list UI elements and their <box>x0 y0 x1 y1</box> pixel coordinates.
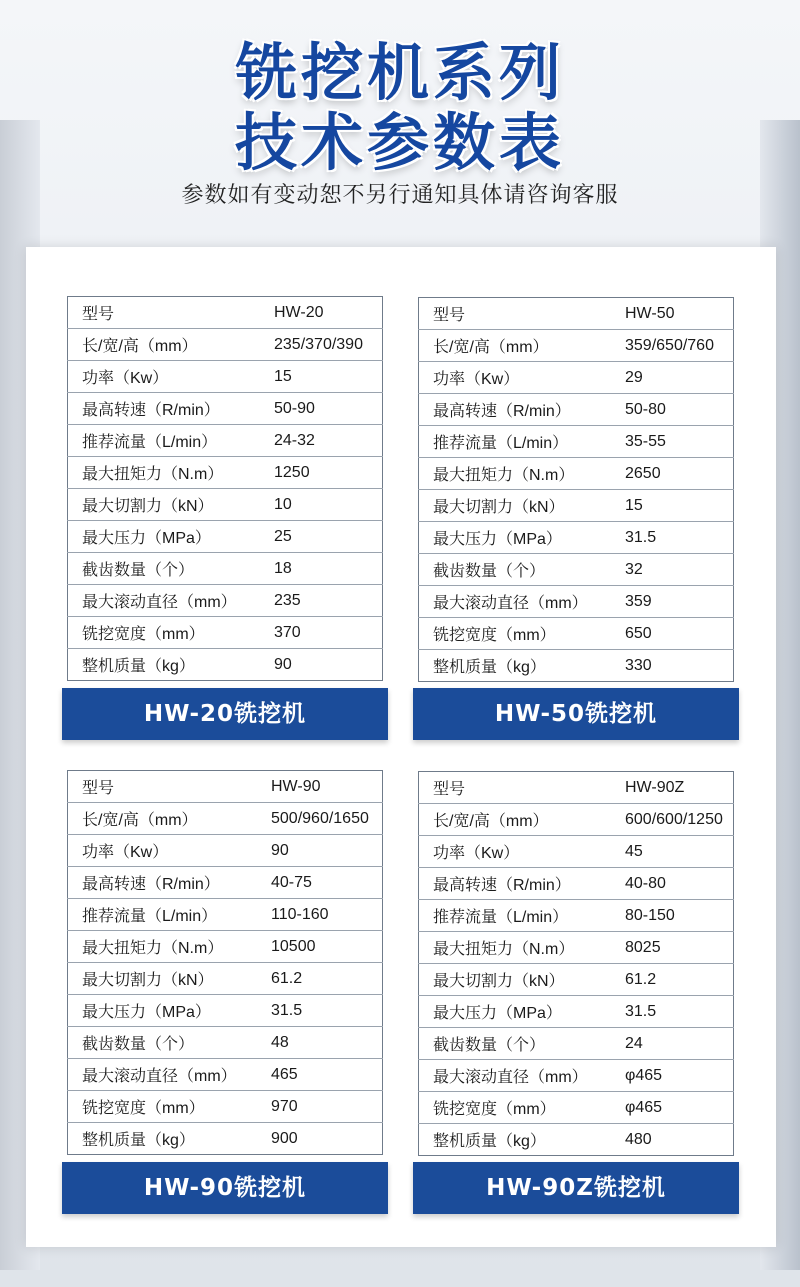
spec-value: 330 <box>625 656 652 674</box>
spec-value: 80-150 <box>621 900 734 932</box>
spec-value: 600/600/1250 <box>621 804 734 836</box>
spec-value: 25 <box>270 521 383 553</box>
spec-value: 900 <box>271 1129 298 1147</box>
spec-row <box>68 867 383 899</box>
spec-row <box>68 771 383 803</box>
spec-label: 整机质量（kg） <box>433 1133 546 1150</box>
spec-row <box>419 772 734 804</box>
spec-row <box>68 553 383 585</box>
spec-label: 铣挖宽度（mm） <box>419 618 622 650</box>
spec-value: 465 <box>267 1059 383 1091</box>
spec-value: 61.2 <box>267 963 383 995</box>
spec-table-3 <box>418 771 734 1156</box>
spec-value: 480 <box>625 1130 652 1148</box>
spec-value: 50-90 <box>270 393 383 425</box>
spec-label: 最大切割力（kN） <box>68 963 268 995</box>
spec-row <box>419 618 734 650</box>
spec-row <box>68 963 383 995</box>
spec-row <box>68 1123 383 1155</box>
spec-label: 最大扭矩力（N.m） <box>68 931 268 963</box>
spec-label: 型号 <box>419 298 622 330</box>
spec-value: 15 <box>621 490 734 522</box>
spec-label: 整机质量（kg） <box>82 1132 195 1149</box>
spec-row <box>68 329 383 361</box>
spec-label: 最大扭矩力（N.m） <box>419 932 622 964</box>
spec-label: 推荐流量（L/min） <box>68 425 271 457</box>
model-banner: HW-20铣挖机 <box>62 688 388 740</box>
spec-row <box>419 804 734 836</box>
spec-value: 31.5 <box>267 995 383 1027</box>
spec-label: 最大滚动直径（mm） <box>419 586 622 618</box>
spec-table-0 <box>67 296 383 681</box>
spec-row <box>68 1059 383 1091</box>
page-subtitle: 参数如有变动恕不另行通知具体请咨询客服 <box>181 183 619 208</box>
spec-row <box>68 297 383 329</box>
page-title-line2: 技术参数表 <box>234 106 565 179</box>
spec-row <box>68 457 383 489</box>
spec-value: 29 <box>621 362 734 394</box>
spec-row <box>419 330 734 362</box>
spec-row <box>68 995 383 1027</box>
spec-value: 235/370/390 <box>270 329 383 361</box>
spec-value: HW-50 <box>621 298 734 330</box>
spec-value: 50-80 <box>621 394 734 426</box>
spec-value: φ465 <box>621 1060 734 1092</box>
spec-label: 最大压力（MPa） <box>68 521 271 553</box>
spec-row <box>68 489 383 521</box>
spec-value: 1250 <box>270 457 383 489</box>
spec-row <box>68 393 383 425</box>
spec-row <box>419 1124 734 1156</box>
spec-label: 长/宽/高（mm） <box>419 330 622 362</box>
spec-value: 110-160 <box>267 899 383 931</box>
spec-row <box>419 996 734 1028</box>
spec-row <box>68 1027 383 1059</box>
spec-row <box>68 585 383 617</box>
spec-row <box>419 836 734 868</box>
spec-label: 截齿数量（个） <box>68 553 271 585</box>
spec-label: 最高转速（R/min） <box>419 394 622 426</box>
spec-label: 长/宽/高（mm） <box>419 804 622 836</box>
spec-value: 61.2 <box>621 964 734 996</box>
spec-row <box>419 394 734 426</box>
spec-table <box>67 770 383 1155</box>
spec-row <box>419 868 734 900</box>
spec-label: 铣挖宽度（mm） <box>68 1091 268 1123</box>
spec-value: 90 <box>274 655 292 673</box>
spec-label: 最大滚动直径（mm） <box>419 1060 622 1092</box>
spec-value: 24 <box>621 1028 734 1060</box>
spec-label: 最大切割力（kN） <box>68 489 271 521</box>
spec-label: 推荐流量（L/min） <box>419 426 622 458</box>
page-title-line1: 铣挖机系列 <box>234 36 565 109</box>
spec-label: 最大压力（MPa） <box>419 996 622 1028</box>
spec-label: 最大扭矩力（N.m） <box>68 457 271 489</box>
spec-value: 10 <box>270 489 383 521</box>
spec-label: 长/宽/高（mm） <box>68 329 271 361</box>
spec-label: 推荐流量（L/min） <box>419 900 622 932</box>
spec-value: 359 <box>621 586 734 618</box>
spec-row <box>68 649 383 681</box>
spec-label: 型号 <box>68 771 268 803</box>
spec-table <box>418 297 734 682</box>
spec-row <box>68 361 383 393</box>
model-banner: HW-90铣挖机 <box>62 1162 388 1214</box>
spec-value: 235 <box>270 585 383 617</box>
spec-value: 35-55 <box>621 426 734 458</box>
model-banner: HW-90Z铣挖机 <box>413 1162 739 1214</box>
spec-value: HW-90Z <box>621 772 734 804</box>
spec-value: 31.5 <box>621 996 734 1028</box>
spec-row <box>419 362 734 394</box>
spec-row <box>419 586 734 618</box>
spec-value: 40-80 <box>621 868 734 900</box>
spec-label: 最大扭矩力（N.m） <box>419 458 622 490</box>
spec-row <box>68 899 383 931</box>
spec-row <box>419 298 734 330</box>
spec-value: 2650 <box>621 458 734 490</box>
spec-row <box>68 521 383 553</box>
spec-row <box>68 835 383 867</box>
spec-value: 40-75 <box>267 867 383 899</box>
spec-value: 370 <box>270 617 383 649</box>
spec-label: 最大压力（MPa） <box>68 995 268 1027</box>
spec-value: 45 <box>621 836 734 868</box>
spec-row <box>419 900 734 932</box>
spec-row <box>68 425 383 457</box>
spec-row <box>68 931 383 963</box>
spec-table-1 <box>418 297 734 682</box>
spec-label: 最大切割力（kN） <box>419 490 622 522</box>
spec-value: 15 <box>270 361 383 393</box>
spec-label: 截齿数量（个） <box>419 554 622 586</box>
spec-label: 最大滚动直径（mm） <box>68 585 271 617</box>
spec-value: 650 <box>621 618 734 650</box>
spec-value: 18 <box>270 553 383 585</box>
spec-row <box>419 522 734 554</box>
spec-label: 型号 <box>419 772 622 804</box>
spec-row <box>68 617 383 649</box>
spec-value: 90 <box>267 835 383 867</box>
spec-label: 铣挖宽度（mm） <box>419 1092 622 1124</box>
spec-label: 最大压力（MPa） <box>419 522 622 554</box>
spec-row <box>419 932 734 964</box>
spec-label: 截齿数量（个） <box>68 1027 268 1059</box>
spec-label: 最大滚动直径（mm） <box>68 1059 268 1091</box>
spec-row <box>419 964 734 996</box>
spec-value: 32 <box>621 554 734 586</box>
spec-label: 截齿数量（个） <box>419 1028 622 1060</box>
spec-row <box>419 1092 734 1124</box>
spec-value: 24-32 <box>270 425 383 457</box>
spec-value: 48 <box>267 1027 383 1059</box>
spec-table <box>418 771 734 1156</box>
model-banner: HW-50铣挖机 <box>413 688 739 740</box>
spec-value: 359/650/760 <box>621 330 734 362</box>
spec-label: 整机质量（kg） <box>82 658 195 675</box>
spec-label: 型号 <box>68 297 271 329</box>
spec-value: HW-20 <box>270 297 383 329</box>
spec-row <box>419 426 734 458</box>
spec-row <box>419 490 734 522</box>
spec-label: 功率（Kw） <box>419 362 622 394</box>
spec-value: 8025 <box>621 932 734 964</box>
spec-row <box>68 1091 383 1123</box>
spec-value: 10500 <box>267 931 383 963</box>
spec-table-2 <box>67 770 383 1155</box>
spec-label: 推荐流量（L/min） <box>68 899 268 931</box>
spec-label: 功率（Kw） <box>419 836 622 868</box>
spec-value: HW-90 <box>267 771 383 803</box>
spec-label: 整机质量（kg） <box>433 659 546 676</box>
spec-value: 31.5 <box>621 522 734 554</box>
spec-label: 铣挖宽度（mm） <box>68 617 271 649</box>
spec-label: 最高转速（R/min） <box>419 868 622 900</box>
spec-row <box>419 1060 734 1092</box>
spec-label: 最高转速（R/min） <box>68 393 271 425</box>
spec-row <box>419 650 734 682</box>
spec-value: 970 <box>267 1091 383 1123</box>
spec-table <box>67 296 383 681</box>
spec-label: 最高转速（R/min） <box>68 867 268 899</box>
spec-row <box>68 803 383 835</box>
spec-label: 功率（Kw） <box>68 835 268 867</box>
spec-label: 长/宽/高（mm） <box>68 803 268 835</box>
spec-label: 最大切割力（kN） <box>419 964 622 996</box>
spec-row <box>419 554 734 586</box>
spec-value: φ465 <box>621 1092 734 1124</box>
spec-value: 500/960/1650 <box>267 803 383 835</box>
spec-row <box>419 1028 734 1060</box>
spec-label: 功率（Kw） <box>68 361 271 393</box>
spec-row <box>419 458 734 490</box>
